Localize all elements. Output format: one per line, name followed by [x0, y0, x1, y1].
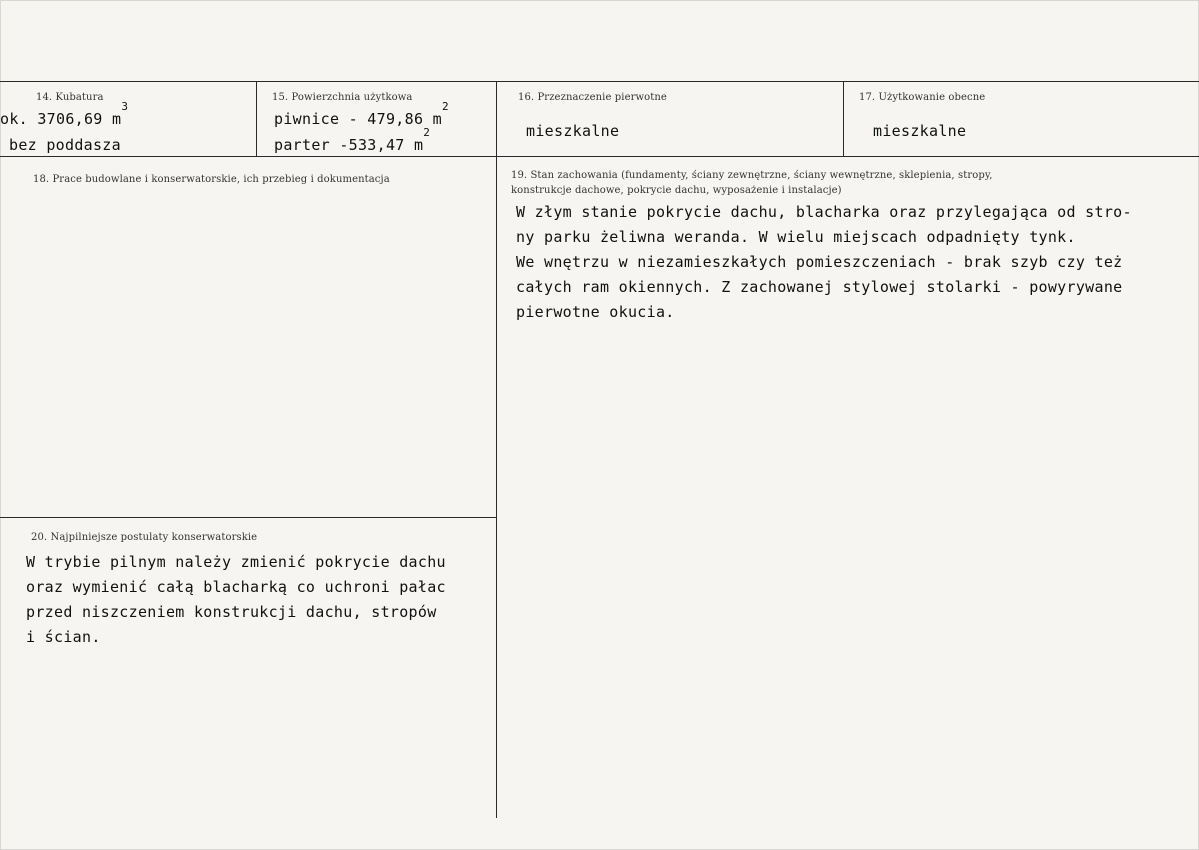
- field-15-value-line1: piwnice - 479,86 $m^2$: [274, 100, 449, 128]
- field-20-text: [26, 550, 446, 650]
- field-14-value-line2: bez poddasza: [9, 136, 121, 154]
- field-19-label-line2: konstrukcje dachowe, pokrycie dachu, wyposażenie i instalacje): [511, 185, 842, 196]
- field-19-text: [516, 200, 1132, 325]
- field-20-text-line: przed niszczeniem konstrukcji dachu, stropów: [26, 603, 437, 621]
- top-rule: [0, 81, 1199, 82]
- field-19-text-line: pierwotne okucia.: [516, 303, 675, 321]
- field-14-label: 14. Kubatura: [36, 92, 104, 103]
- field-20-text-line: oraz wymienić całą blacharką co uchroni pałac: [26, 578, 446, 596]
- field-18-label: 18. Prace budowlane i konserwatorskie, ich przebieg i dokumentacja: [33, 174, 390, 185]
- field-16-value: mieszkalne: [526, 122, 620, 140]
- field-15-value-line2: parter -533,47 $m^2$: [274, 126, 431, 154]
- field-16-label: 16. Przeznaczenie pierwotne: [518, 92, 667, 103]
- header-row-bottom-rule: [0, 156, 1199, 157]
- field-17-label: 17. Użytkowanie obecne: [859, 92, 986, 103]
- field-20-text-line: W trybie pilnym należy zmienić pokrycie dachu: [26, 553, 446, 571]
- divider-16-17: [843, 81, 844, 157]
- field-15-label: 15. Powierzchnia użytkowa: [272, 92, 413, 103]
- field-17-value: mieszkalne: [873, 122, 967, 140]
- divider-14-15: [256, 81, 257, 157]
- field-19-text-line: We wnętrzu w niezamieszkałych pomieszczeniach - brak szyb czy też: [516, 253, 1123, 271]
- field-19-text-line: W złym stanie pokrycie dachu, blacharka oraz przylegająca od stro-: [516, 203, 1132, 221]
- field-18-bottom-rule: [0, 517, 497, 518]
- field-19-text-line: całych ram okiennych. Z zachowanej stylowej stolarki - powyrywane: [516, 278, 1123, 296]
- field-19-text-line: ny parku żeliwna weranda. W wielu miejscach odpadnięty tynk.: [516, 228, 1076, 246]
- field-20-text-line: i ścian.: [26, 628, 101, 646]
- divider-main-column: [496, 81, 497, 818]
- field-19-label-line1: 19. Stan zachowania (fundamenty, ściany zewnętrzne, ściany wewnętrzne, sklepienia, stropy,: [511, 170, 993, 181]
- field-20-label: 20. Najpilniejsze postulaty konserwatorskie: [31, 532, 258, 543]
- field-14-value-line1: ok. 3706,69 $m^3$: [0, 100, 129, 128]
